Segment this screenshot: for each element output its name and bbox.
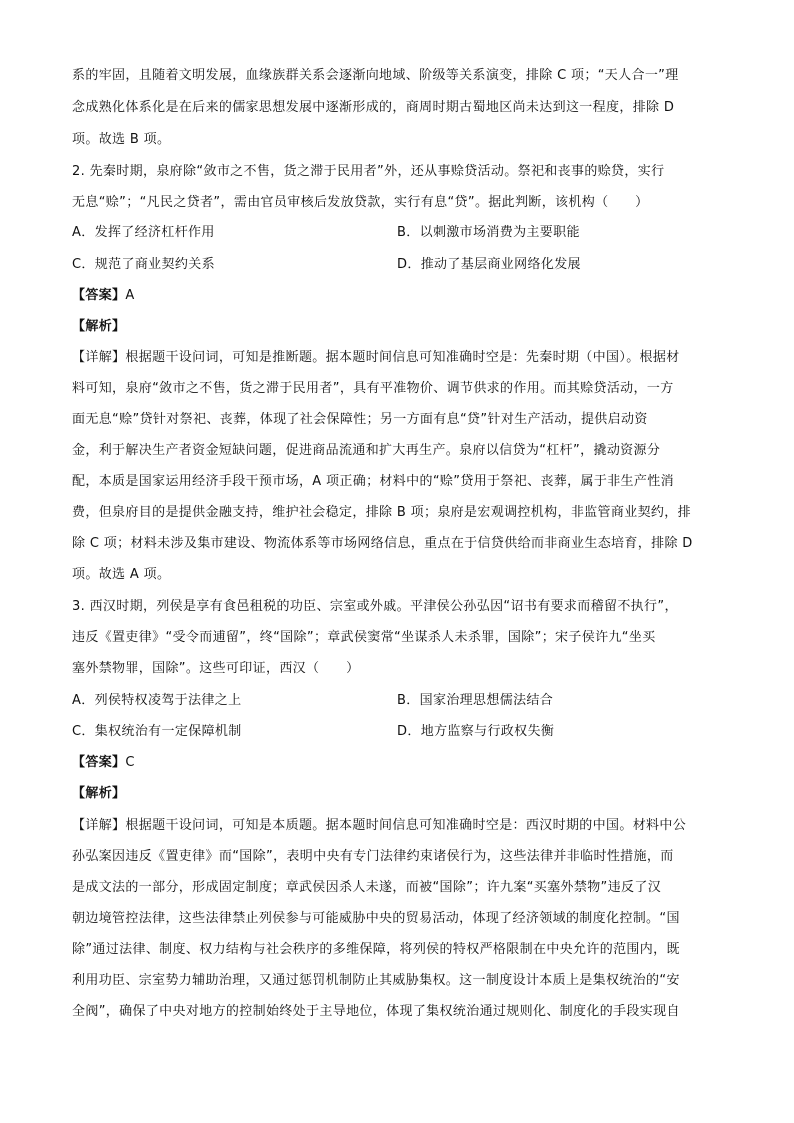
q3-stem-line-2: 违反《置吏律》“受令而逋留”，终“国除”；章武侯窦常“坐谋杀人未杀罪，国除”；宋子侯许九“坐买 (72, 630, 656, 645)
q2-option-d[interactable]: D．推动了基层商业网络化发展 (397, 257, 581, 272)
q2-option-b[interactable]: B．以刺激市场消费为主要职能 (397, 225, 580, 240)
q2-analysis-label: 【解析】 (72, 319, 126, 334)
q2-detail-line-7: 除 C 项；材料未涉及集市建设、物流体系等市场网络信息，重点在于信贷供给而非商业生态培育，排除 D (72, 536, 693, 551)
q3-detail-line-1: 【详解】根据题干设问词，可知是本质题。据本题时间信息可知准确时空是：西汉时期的中国。材料中公 (72, 818, 687, 833)
q2-answer-value: A (125, 288, 135, 303)
q1-analysis-line-3: 项。故选 B 项。 (72, 132, 171, 147)
q2-stem-line-2: 无息“赊”；“凡民之贷者”，需由官员审核后发放贷款，实行有息“贷”。据此判断，该机构（ ） (72, 195, 649, 210)
q1-analysis-line-1: 系的牢固，且随着文明发展，血缘族群关系会逐渐向地域、阶级等关系演变，排除 C 项；“天人合一”理 (72, 68, 679, 83)
q2-option-a[interactable]: A．发挥了经济杠杆作用 (72, 225, 215, 240)
q2-detail-line-8: 项。故选 A 项。 (72, 567, 171, 582)
q3-detail-line-2: 孙弘案因违反《置吏律》而“国除”，表明中央有专门法律约束诸侯行为，这些法律并非临时性措施，而 (72, 849, 674, 864)
q2-detail-line-2: 料可知，泉府“敛市之不售，货之滞于民用者”，具有平准物价、调节供求的作用。而其赊贷活动，一方 (72, 381, 674, 396)
q2-detail-line-4: 金，利于解决生产者资金短缺问题，促进商品流通和扩大再生产。泉府以信贷为“杠杆”，撬动资源分 (72, 443, 661, 458)
q3-stem-line-3: 塞外禁物罪，国除”。这些可印证，西汉（ ） (72, 661, 360, 676)
q3-option-a[interactable]: A．列侯特权凌驾于法律之上 (72, 693, 242, 708)
q2-option-c[interactable]: C．规范了商业契约关系 (72, 257, 215, 272)
q3-answer (72, 753, 135, 773)
q2-stem-line-1: 2. 先秦时期，泉府除“敛市之不售，货之滞于民用者”外，还从事赊贷活动。祭祀和丧事的赊贷，实行 (72, 164, 665, 179)
q2-detail-line-5: 配，本质是国家运用经济手段干预市场，A 项正确；材料中的“赊”贷用于祭祀、丧葬，属于非生产性消 (72, 474, 674, 489)
q3-option-c[interactable]: C．集权统治有一定保障机制 (72, 724, 242, 739)
q3-detail-line-7: 全阀”，确保了中央对地方的控制始终处于主导地位，体现了集权统治通过规则化、制度化的手段实现自 (72, 1004, 680, 1019)
q1-analysis-line-2: 念成熟化体系化是在后来的儒家思想发展中逐渐形成的，商周时期古蜀地区尚未达到这一程度，排除 D (72, 100, 675, 115)
q3-detail-line-3: 是成文法的一部分，形成固定制度；章武侯因杀人未遂，而被“国除”；许九案“买塞外禁物”违反了汉 (72, 880, 662, 895)
q3-answer-label: 【答案】 (72, 755, 126, 770)
q3-detail-line-5: 除”通过法律、制度、权力结构与社会秩序的多维保障，将列侯的特权严格限制在中央允许的范围内，既 (72, 942, 680, 957)
q2-detail-line-1: 【详解】根据题干设问词，可知是推断题。据本题时间信息可知准确时空是：先秦时期（中国）。根据材 (72, 350, 680, 365)
q3-option-b[interactable]: B．国家治理思想儒法结合 (397, 693, 554, 708)
q3-answer-value: C (125, 755, 135, 770)
q3-detail-line-4: 朝边境管控法律，这些法律禁止列侯参与可能威胁中央的贸易活动，体现了经济领域的制度化控制。“国 (72, 911, 680, 926)
q3-option-d[interactable]: D．地方监察与行政权失衡 (397, 724, 555, 739)
q2-answer-label: 【答案】 (72, 288, 126, 303)
q3-stem-line-1: 3. 西汉时期，列侯是享有食邑租税的功臣、宗室或外戚。平津侯公孙弘因“诏书有要求而稽留不执行”， (72, 599, 678, 614)
q3-detail-line-6: 利用功臣、宗室势力辅助治理，又通过惩罚机制防止其威胁集权。这一制度设计本质上是集权统治的“安 (72, 973, 680, 988)
q2-answer (72, 286, 135, 306)
q3-analysis-label: 【解析】 (72, 786, 126, 801)
q2-detail-line-3: 面无息“赊”贷针对祭祀、丧葬，体现了社会保障性；另一方面有息“贷”针对生产活动，提供启动资 (72, 412, 648, 427)
q2-detail-line-6: 费，但泉府目的是提供金融支持，维护社会稳定，排除 B 项；泉府是宏观调控机构，非监管商业契约，排 (72, 505, 691, 520)
